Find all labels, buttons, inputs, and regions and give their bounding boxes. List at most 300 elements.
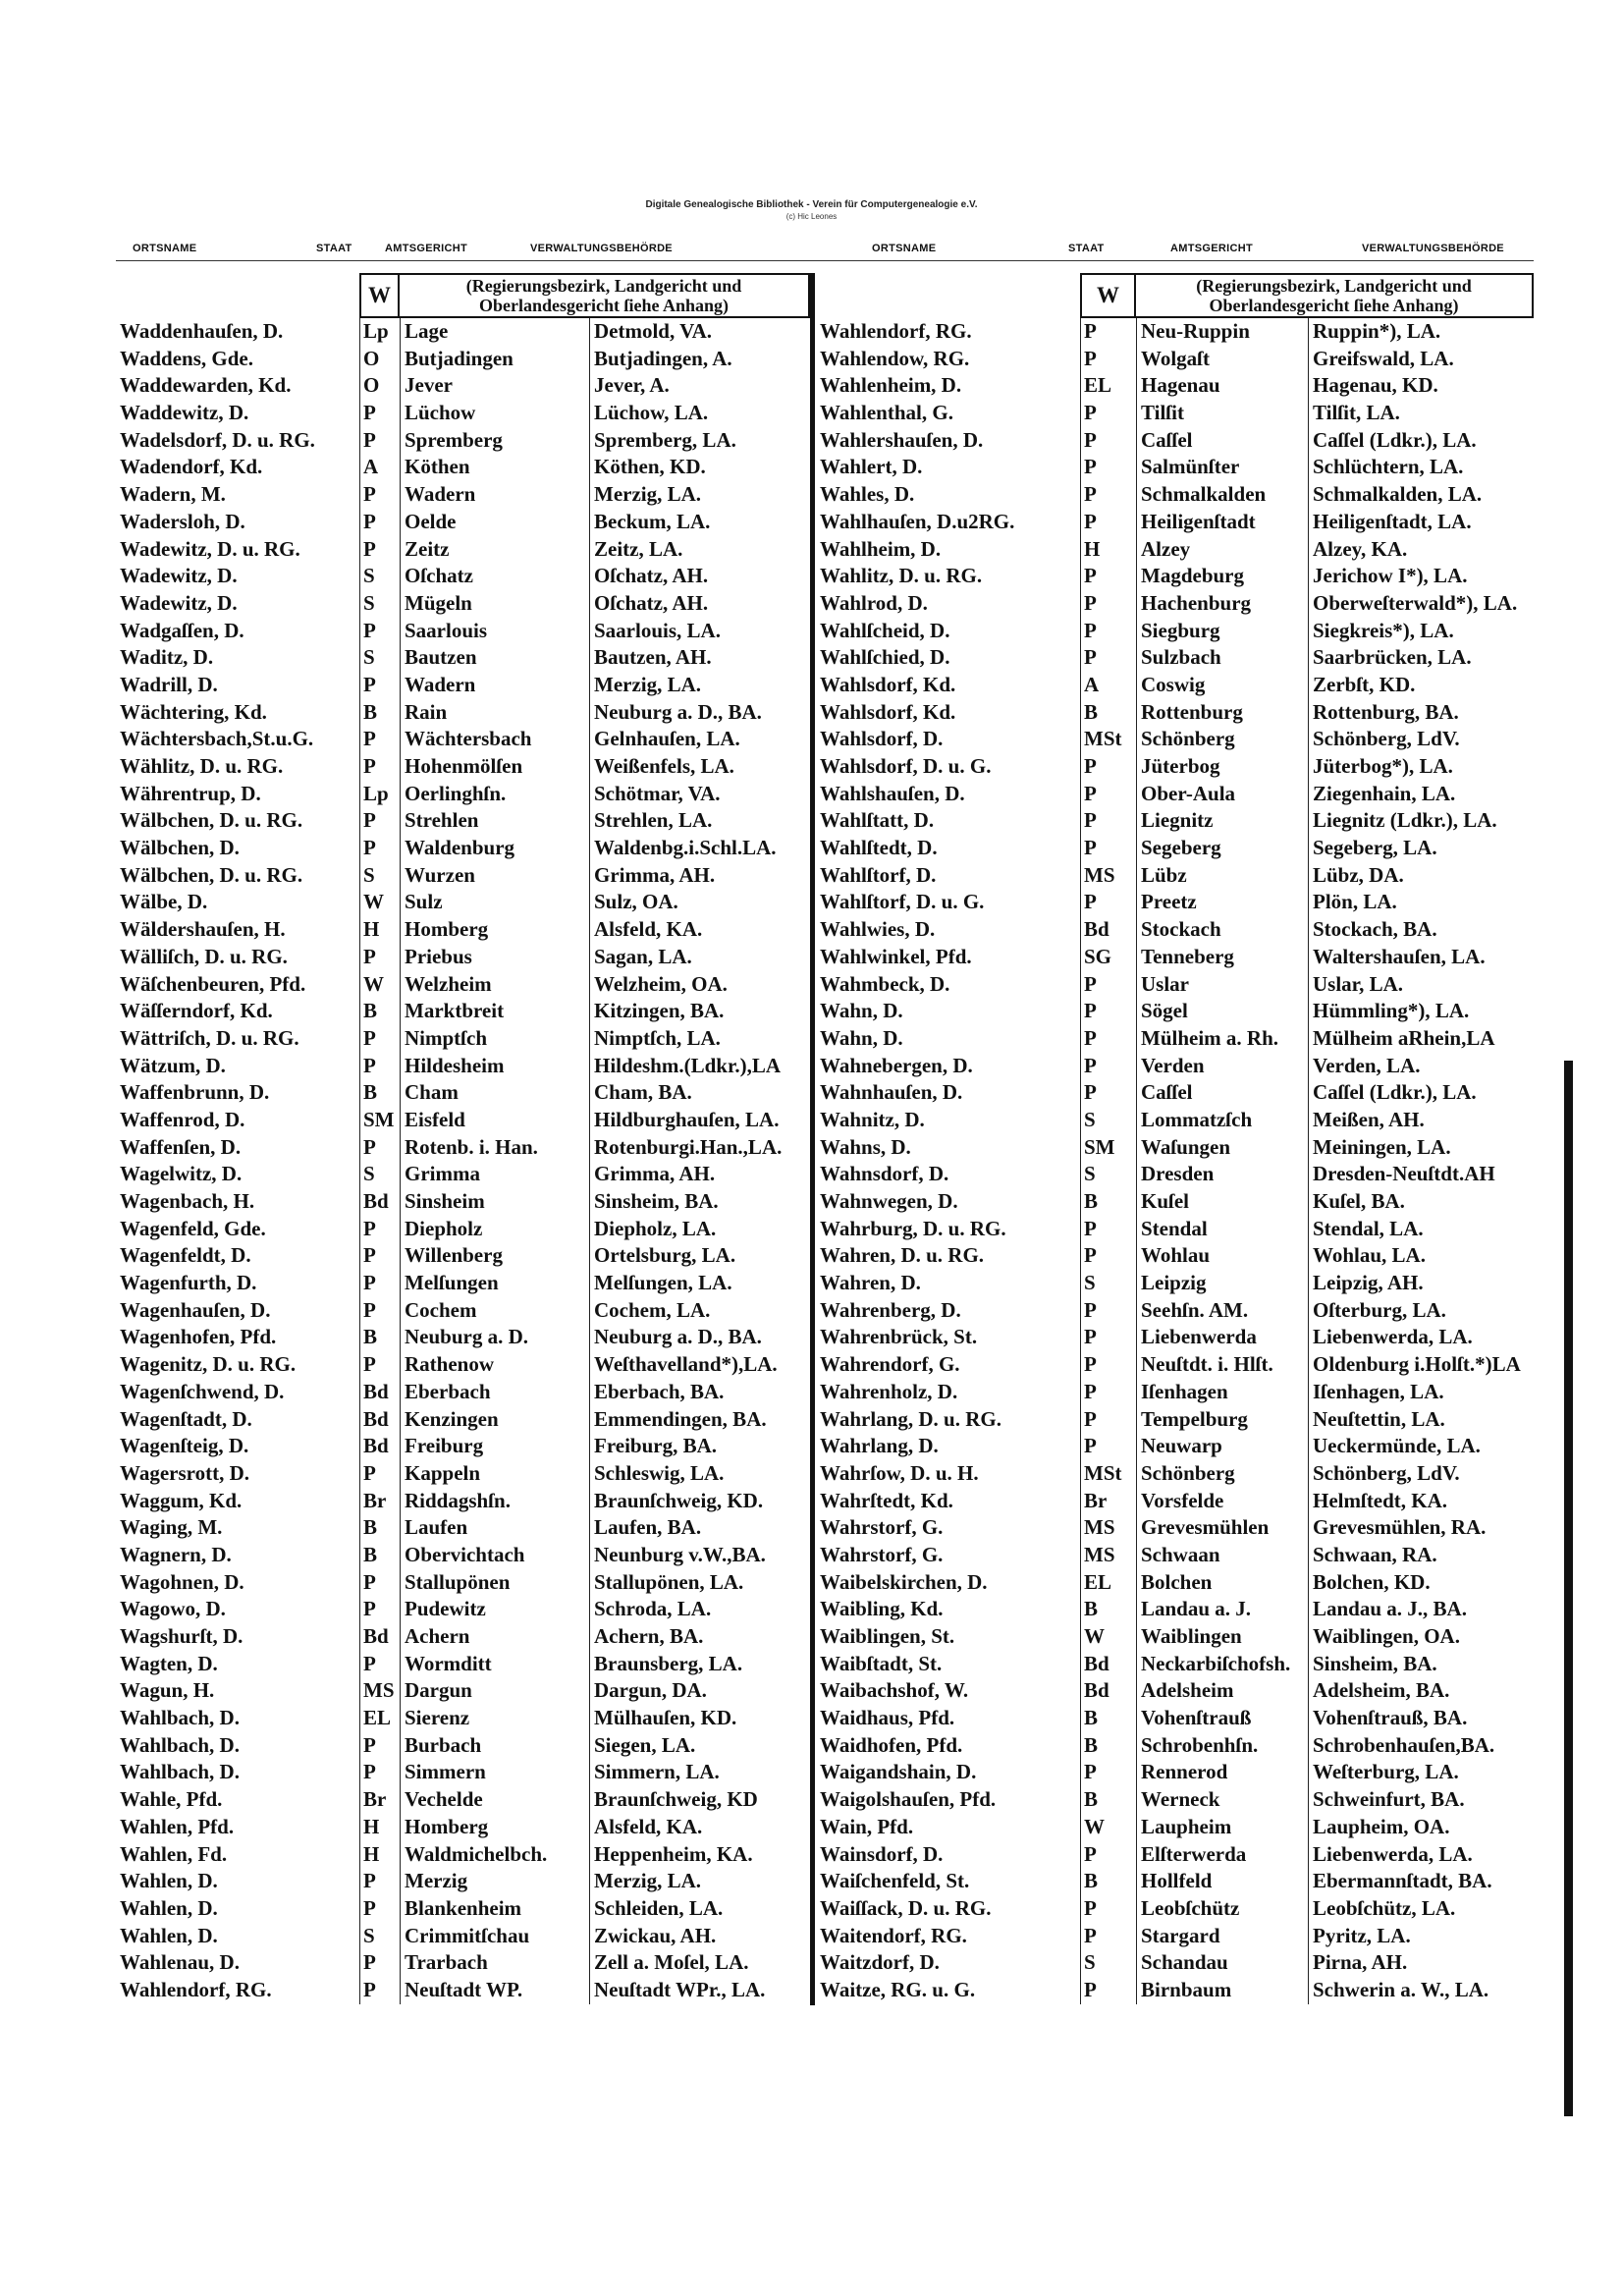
verwaltungsbehoerde-cell: Jever, A. (589, 372, 810, 400)
amtsgericht-cell: Spremberg (400, 427, 589, 455)
amtsgericht-cell: Wadern (400, 481, 589, 509)
verwaltungsbehoerde-cell: Braunsberg, LA. (589, 1651, 810, 1678)
amtsgericht-cell: Liebenwerda (1136, 1324, 1308, 1351)
staat-cell: S (1080, 1161, 1136, 1188)
staat-cell: MS (1080, 862, 1136, 890)
amtsgericht-cell: Tilſit (1136, 400, 1308, 427)
ortsname-cell: Wahrendorf, G. (820, 1352, 960, 1377)
table-row (816, 372, 1534, 400)
verwaltungsbehoerde-cell: Caſſel (Ldkr.), LA. (1308, 1079, 1534, 1107)
verwaltungsbehoerde-cell: Dresden-Neuſtdt.AH (1308, 1161, 1534, 1188)
staat-cell: S (359, 563, 400, 590)
staat-cell: Lp (359, 781, 400, 808)
verwaltungsbehoerde-cell: Sagan, LA. (589, 944, 810, 971)
ortsname-cell: Wahrenberg, D. (820, 1297, 961, 1322)
table-row (116, 1107, 810, 1134)
amtsgericht-cell: Butjadingen (400, 346, 589, 373)
verwaltungsbehoerde-cell: Hildburghauſen, LA. (589, 1107, 810, 1134)
staat-cell: P (1080, 318, 1136, 346)
table-row (816, 1297, 1534, 1325)
table-row (816, 998, 1534, 1025)
amtsgericht-cell: Waldmichelbch. (400, 1841, 589, 1869)
amtsgericht-cell: Bautzen (400, 644, 589, 672)
section-header-blank (116, 273, 359, 318)
verwaltungsbehoerde-cell: Schleswig, LA. (589, 1460, 810, 1488)
amtsgericht-cell: Welzheim (400, 971, 589, 999)
table-row (116, 400, 810, 427)
table-row (816, 699, 1534, 727)
staat-cell: B (1080, 1596, 1136, 1623)
table-row (116, 1188, 810, 1216)
section-header-blank (816, 273, 1080, 318)
verwaltungsbehoerde-cell: Detmold, VA. (589, 318, 810, 346)
verwaltungsbehoerde-cell: Cham, BA. (589, 1079, 810, 1107)
staat-cell: W (1080, 1623, 1136, 1651)
verwaltungsbehoerde-cell: Alsfeld, KA. (589, 1814, 810, 1841)
table-row (816, 1134, 1534, 1162)
amtsgericht-cell: Wurzen (400, 862, 589, 890)
verwaltungsbehoerde-cell: Schwerin a. W., LA. (1308, 1977, 1534, 2004)
column-header-amtsgericht-left: AMTSGERICHT (385, 243, 467, 254)
amtsgericht-cell: Simmern (400, 1759, 589, 1786)
staat-cell: P (1080, 1895, 1136, 1923)
ortsname-cell: Waditz, D. (120, 645, 214, 670)
staat-cell: P (1080, 1053, 1136, 1080)
table-row (816, 1677, 1534, 1705)
verwaltungsbehoerde-cell: Butjadingen, A. (589, 346, 810, 373)
staat-cell: P (359, 1134, 400, 1162)
table-row (116, 1216, 810, 1243)
staat-cell: SG (1080, 944, 1136, 971)
amtsgericht-cell: Melſungen (400, 1270, 589, 1297)
verwaltungsbehoerde-cell: Caſſel (Ldkr.), LA. (1308, 427, 1534, 455)
amtsgericht-cell: Cham (400, 1079, 589, 1107)
table-row (116, 944, 810, 971)
staat-cell: P (359, 509, 400, 536)
table-row (816, 1242, 1534, 1270)
staat-cell: P (359, 536, 400, 564)
ortsname-cell: Wahn, D. (820, 1025, 903, 1050)
staat-cell: P (1080, 618, 1136, 645)
amtsgericht-cell: Alzey (1136, 536, 1308, 564)
staat-cell: H (359, 1841, 400, 1869)
verwaltungsbehoerde-cell: Mülheim aRhein,LA (1308, 1025, 1534, 1053)
table-row (816, 1270, 1534, 1297)
verwaltungsbehoerde-cell: Vohenſtrauß, BA. (1308, 1705, 1534, 1732)
table-row (816, 753, 1534, 781)
staat-cell: P (1080, 1977, 1136, 2004)
staat-cell: B (1080, 1188, 1136, 1216)
verwaltungsbehoerde-cell: Neunburg v.W.,BA. (589, 1542, 810, 1569)
ortsname-cell: Wahrstorf, G. (820, 1542, 944, 1566)
amtsgericht-cell: Tempelburg (1136, 1406, 1308, 1434)
verwaltungsbehoerde-cell: Welzheim, OA. (589, 971, 810, 999)
verwaltungsbehoerde-cell: Eberbach, BA. (589, 1379, 810, 1406)
amtsgericht-cell: Rain (400, 699, 589, 727)
staat-cell: P (359, 1297, 400, 1325)
table-row (116, 971, 810, 999)
staat-cell: P (1080, 889, 1136, 916)
ortsname-cell: Wahlsdorf, Kd. (820, 699, 956, 724)
amtsgericht-cell: Freiburg (400, 1433, 589, 1460)
table-row (816, 1841, 1534, 1869)
section-letter: W (1080, 273, 1136, 318)
ortsname-cell: Wahlwinkel, Pfd. (820, 944, 972, 968)
staat-cell: P (1080, 509, 1136, 536)
ortsname-cell: Wahlendorf, RG. (120, 1977, 272, 2001)
table-row (116, 1433, 810, 1460)
table-row (116, 1732, 810, 1760)
verwaltungsbehoerde-cell: Achern, BA. (589, 1623, 810, 1651)
verwaltungsbehoerde-cell: Gelnhauſen, LA. (589, 726, 810, 753)
staat-cell: P (1080, 1351, 1136, 1379)
amtsgericht-cell: Siegburg (1136, 618, 1308, 645)
verwaltungsbehoerde-cell: Oſterburg, LA. (1308, 1297, 1534, 1325)
amtsgericht-cell: Leipzig (1136, 1270, 1308, 1297)
staat-cell: MS (1080, 1542, 1136, 1569)
ortsname-cell: Wälbchen, D. u. RG. (120, 808, 303, 833)
ortsname-cell: Waidhaus, Pfd. (820, 1706, 955, 1730)
amtsgericht-cell: Diepholz (400, 1216, 589, 1243)
staat-cell: SM (359, 1107, 400, 1134)
verwaltungsbehoerde-cell: Diepholz, LA. (589, 1216, 810, 1243)
table-row (816, 563, 1534, 590)
table-row (116, 781, 810, 808)
ortsname-cell: Wahlhauſen, D.u2RG. (820, 509, 1015, 533)
table-row (816, 509, 1534, 536)
amtsgericht-cell: Eisfeld (400, 1107, 589, 1134)
amtsgericht-cell: Rottenburg (1136, 699, 1308, 727)
staat-cell: P (359, 1270, 400, 1297)
staat-cell: P (359, 944, 400, 971)
ortsname-cell: Wahlen, D. (120, 1869, 218, 1893)
amtsgericht-cell: Oelde (400, 509, 589, 536)
verwaltungsbehoerde-cell: Merzig, LA. (589, 672, 810, 699)
table-row (116, 481, 810, 509)
amtsgericht-cell: Hohenmölſen (400, 753, 589, 781)
amtsgericht-cell: Stallupönen (400, 1569, 589, 1597)
table-row (116, 1161, 810, 1188)
amtsgericht-cell: Neuburg a. D. (400, 1324, 589, 1351)
table-row (116, 1814, 810, 1841)
staat-cell: P (359, 1759, 400, 1786)
table-row (816, 1107, 1534, 1134)
amtsgericht-cell: Iſenhagen (1136, 1379, 1308, 1406)
amtsgericht-cell: Waldenburg (400, 835, 589, 862)
staat-cell: P (359, 427, 400, 455)
verwaltungsbehoerde-cell: Jüterbog*), LA. (1308, 753, 1534, 781)
amtsgericht-cell: Coswig (1136, 672, 1308, 699)
verwaltungsbehoerde-cell: Grimma, AH. (589, 1161, 810, 1188)
amtsgericht-cell: Caſſel (1136, 427, 1308, 455)
amtsgericht-cell: Hollfeld (1136, 1868, 1308, 1895)
staat-cell: A (1080, 672, 1136, 699)
section-note (400, 273, 810, 318)
ortsname-cell: Wagenbach, H. (120, 1189, 255, 1213)
ortsname-cell: Wahrlang, D. (820, 1434, 939, 1458)
table-row (816, 1188, 1534, 1216)
ortsname-cell: Wahnhauſen, D. (820, 1080, 963, 1105)
verwaltungsbehoerde-cell: Tilſit, LA. (1308, 400, 1534, 427)
amtsgericht-cell: Blankenheim (400, 1895, 589, 1923)
amtsgericht-cell: Sulzbach (1136, 644, 1308, 672)
ortsname-cell: Wadrill, D. (120, 672, 218, 696)
staat-cell: P (359, 672, 400, 699)
table-row (116, 1705, 810, 1732)
ortsname-cell: Wahlwies, D. (820, 917, 936, 942)
section-note-line1: (Regierungsbezirk, Landgericht und (1196, 276, 1472, 296)
table-row (816, 618, 1534, 645)
scan-edge-mark (1564, 1061, 1573, 2116)
ortsname-cell: Währentrup, D. (120, 781, 261, 805)
amtsgericht-cell: Heiligenſtadt (1136, 509, 1308, 536)
verwaltungsbehoerde-cell: Siegkreis*), LA. (1308, 618, 1534, 645)
verwaltungsbehoerde-cell: Oſchatz, AH. (589, 563, 810, 590)
table-row (816, 1949, 1534, 1977)
table-row (116, 346, 810, 373)
section-note-line1: (Regierungsbezirk, Landgericht und (465, 276, 742, 296)
table-row (116, 318, 810, 346)
verwaltungsbehoerde-cell: Spremberg, LA. (589, 427, 810, 455)
amtsgericht-cell: Sögel (1136, 998, 1308, 1025)
table-row (816, 1651, 1534, 1678)
staat-cell: P (1080, 1216, 1136, 1243)
section-note-line2: Oberlandesgericht ſiehe Anhang) (478, 296, 729, 315)
table-row (816, 1161, 1534, 1188)
amtsgericht-cell: Preetz (1136, 889, 1308, 916)
ortsname-cell: Wätzum, D. (120, 1053, 226, 1077)
verwaltungsbehoerde-cell: Plön, LA. (1308, 889, 1534, 916)
ortsname-cell: Waddewarden, Kd. (120, 373, 292, 398)
staat-cell: A (359, 454, 400, 481)
amtsgericht-cell: Salmünſter (1136, 454, 1308, 481)
staat-cell: H (359, 1814, 400, 1841)
verwaltungsbehoerde-cell: Zerbſt, KD. (1308, 672, 1534, 699)
amtsgericht-cell: Burbach (400, 1732, 589, 1760)
table-row (816, 1025, 1534, 1053)
ortsname-cell: Waigandshain, D. (820, 1760, 977, 1784)
amtsgericht-cell: Schandau (1136, 1949, 1308, 1977)
staat-cell: P (359, 835, 400, 862)
verwaltungsbehoerde-cell: Lübz, DA. (1308, 862, 1534, 890)
staat-cell: P (1080, 454, 1136, 481)
ortsname-cell: Wadendorf, Kd. (120, 455, 263, 479)
verwaltungsbehoerde-cell: Schleiden, LA. (589, 1895, 810, 1923)
ortsname-cell: Waffenbrunn, D. (120, 1080, 270, 1105)
staat-cell: P (1080, 427, 1136, 455)
staat-cell: Bd (359, 1188, 400, 1216)
amtsgericht-cell: Vorsfelde (1136, 1488, 1308, 1515)
staat-cell: P (359, 1025, 400, 1053)
staat-cell: B (359, 1542, 400, 1569)
verwaltungsbehoerde-cell: Ruppin*), LA. (1308, 318, 1534, 346)
staat-cell: S (359, 1923, 400, 1950)
table-row (116, 1569, 810, 1597)
staat-cell: P (1080, 781, 1136, 808)
verwaltungsbehoerde-cell: Jerichow I*), LA. (1308, 563, 1534, 590)
amtsgericht-cell: Schwaan (1136, 1542, 1308, 1569)
verwaltungsbehoerde-cell: Oldenburg i.Holſt.*)LA (1308, 1351, 1534, 1379)
table-row (116, 1270, 810, 1297)
amtsgericht-cell: Sinsheim (400, 1188, 589, 1216)
ortsname-cell: Wadersloh, D. (120, 509, 245, 533)
table-row (816, 807, 1534, 835)
amtsgericht-cell: Dresden (1136, 1161, 1308, 1188)
table-row (816, 427, 1534, 455)
amtsgericht-cell: Stendal (1136, 1216, 1308, 1243)
column-header-ortsname-right: ORTSNAME (872, 243, 937, 254)
table-row (816, 971, 1534, 999)
amtsgericht-cell: Neu-Ruppin (1136, 318, 1308, 346)
amtsgericht-cell: Jever (400, 372, 589, 400)
verwaltungsbehoerde-cell: Braunſchweig, KD. (589, 1488, 810, 1515)
ortsname-cell: Waddewitz, D. (120, 401, 249, 425)
amtsgericht-cell: Wohlau (1136, 1242, 1308, 1270)
verwaltungsbehoerde-cell: Lüchow, LA. (589, 400, 810, 427)
verwaltungsbehoerde-cell: Weſthavelland*),LA. (589, 1351, 810, 1379)
table-row (816, 1324, 1534, 1351)
staat-cell: P (359, 753, 400, 781)
table-row (116, 1297, 810, 1325)
staat-cell: P (1080, 971, 1136, 999)
table-row (816, 1379, 1534, 1406)
table-row (116, 1460, 810, 1488)
source-copyright-line: (c) Hic Leones (785, 212, 838, 221)
verwaltungsbehoerde-cell: Neuſtettin, LA. (1308, 1406, 1534, 1434)
ortsname-cell: Wagenfeldt, D. (120, 1243, 251, 1268)
ortsname-cell: Wächtering, Kd. (120, 699, 267, 724)
ortsname-cell: Wächtersbach,St.u.G. (120, 727, 314, 751)
amtsgericht-cell: Schmalkalden (1136, 481, 1308, 509)
amtsgericht-cell: Oſchatz (400, 563, 589, 590)
ortsname-cell: Wahnsdorf, D. (820, 1162, 949, 1186)
table-row (816, 916, 1534, 944)
amtsgericht-cell: Pudewitz (400, 1596, 589, 1623)
verwaltungsbehoerde-cell: Schönberg, LdV. (1308, 726, 1534, 753)
ortsname-cell: Wagersrott, D. (120, 1460, 249, 1485)
ortsname-cell: Wahlſchied, D. (820, 645, 950, 670)
verwaltungsbehoerde-cell: Liegnitz (Ldkr.), LA. (1308, 807, 1534, 835)
staat-cell: P (1080, 644, 1136, 672)
table-row (116, 835, 810, 862)
table-row (116, 1053, 810, 1080)
table-row (816, 1732, 1534, 1760)
ortsname-cell: Waitze, RG. u. G. (820, 1977, 976, 2001)
amtsgericht-cell: Wormditt (400, 1651, 589, 1678)
verwaltungsbehoerde-cell: Sulz, OA. (589, 889, 810, 916)
verwaltungsbehoerde-cell: Uslar, LA. (1308, 971, 1534, 999)
ortsname-cell: Waibachshof, W. (820, 1678, 969, 1703)
table-row (816, 1868, 1534, 1895)
staat-cell: EL (1080, 1569, 1136, 1597)
staat-cell: B (359, 998, 400, 1025)
left-table-body (116, 318, 810, 2004)
table-row (816, 835, 1534, 862)
table-row (816, 1596, 1534, 1623)
ortsname-cell: Wagenfurth, D. (120, 1271, 257, 1295)
ortsname-cell: Wahlheim, D. (820, 536, 942, 561)
ortsname-cell: Wain, Pfd. (820, 1814, 914, 1838)
verwaltungsbehoerde-cell: Sinsheim, BA. (589, 1188, 810, 1216)
ortsname-cell: Wahrlang, D. u. RG. (820, 1406, 1001, 1431)
staat-cell: P (1080, 835, 1136, 862)
amtsgericht-cell: Segeberg (1136, 835, 1308, 862)
ortsname-cell: Waigolshauſen, Pfd. (820, 1787, 997, 1812)
staat-cell: P (359, 1895, 400, 1923)
staat-cell: MSt (1080, 1460, 1136, 1488)
ortsname-cell: Wahlenheim, D. (820, 373, 962, 398)
verwaltungsbehoerde-cell: Cochem, LA. (589, 1297, 810, 1325)
column-header-amtsgericht-right: AMTSGERICHT (1170, 243, 1253, 254)
verwaltungsbehoerde-cell: Bautzen, AH. (589, 644, 810, 672)
ortsname-cell: Wälbchen, D. (120, 836, 240, 860)
amtsgericht-cell: Kenzingen (400, 1406, 589, 1434)
table-row (816, 944, 1534, 971)
ortsname-cell: Wadgaſſen, D. (120, 618, 244, 642)
staat-cell: B (359, 1514, 400, 1542)
amtsgericht-cell: Saarlouis (400, 618, 589, 645)
table-row (116, 1134, 810, 1162)
amtsgericht-cell: Elſterwerda (1136, 1841, 1308, 1869)
table-row (116, 618, 810, 645)
amtsgericht-cell: Schönberg (1136, 726, 1308, 753)
amtsgericht-cell: Neuwarp (1136, 1433, 1308, 1460)
verwaltungsbehoerde-cell: Grimma, AH. (589, 862, 810, 890)
amtsgericht-cell: Mügeln (400, 590, 589, 618)
table-row (816, 1814, 1534, 1841)
table-row (816, 1923, 1534, 1950)
staat-cell: S (359, 862, 400, 890)
amtsgericht-cell: Riddagshſn. (400, 1488, 589, 1515)
staat-cell: P (1080, 1025, 1136, 1053)
amtsgericht-cell: Hildesheim (400, 1053, 589, 1080)
staat-cell: P (1080, 1923, 1136, 1950)
table-row (116, 563, 810, 590)
staat-cell: P (1080, 807, 1136, 835)
column-header-verwaltungsbehoerde-left: VERWALTUNGSBEHÖRDE (530, 243, 673, 254)
verwaltungsbehoerde-cell: Waltershauſen, LA. (1308, 944, 1534, 971)
ortsname-cell: Wagelwitz, D. (120, 1162, 243, 1186)
amtsgericht-cell: Waſungen (1136, 1134, 1308, 1162)
ortsname-cell: Wahren, D. u. RG. (820, 1243, 985, 1268)
table-row (816, 1053, 1534, 1080)
staat-cell: P (1080, 346, 1136, 373)
ortsname-cell: Waiblingen, St. (820, 1624, 955, 1648)
amtsgericht-cell: Leobſchütz (1136, 1895, 1308, 1923)
ortsname-cell: Wahrenbrück, St. (820, 1325, 978, 1349)
staat-cell: Br (1080, 1488, 1136, 1515)
amtsgericht-cell: Seehſn. AM. (1136, 1297, 1308, 1325)
table-row (816, 481, 1534, 509)
verwaltungsbehoerde-cell: Dargun, DA. (589, 1677, 810, 1705)
staat-cell: W (359, 971, 400, 999)
amtsgericht-cell: Stockach (1136, 916, 1308, 944)
verwaltungsbehoerde-cell: Liebenwerda, LA. (1308, 1324, 1534, 1351)
amtsgericht-cell: Willenberg (400, 1242, 589, 1270)
amtsgericht-cell: Mülheim a. Rh. (1136, 1025, 1308, 1053)
amtsgericht-cell: Strehlen (400, 807, 589, 835)
verwaltungsbehoerde-cell: Nimptſch, LA. (589, 1025, 810, 1053)
source-credit-line: Digitale Genealogische Bibliothek - Verein für Computergenealogie e.V. (645, 199, 978, 210)
ortsname-cell: Wahlendow, RG. (820, 346, 970, 370)
verwaltungsbehoerde-cell: Kitzingen, BA. (589, 998, 810, 1025)
ortsname-cell: Wäldershauſen, H. (120, 917, 286, 942)
column-header-verwaltungsbehoerde-right: VERWALTUNGSBEHÖRDE (1362, 243, 1504, 254)
ortsname-cell: Wälliſch, D. u. RG. (120, 944, 288, 968)
verwaltungsbehoerde-cell: Stallupönen, LA. (589, 1569, 810, 1597)
staat-cell: P (359, 1977, 400, 2004)
table-row (116, 1379, 810, 1406)
